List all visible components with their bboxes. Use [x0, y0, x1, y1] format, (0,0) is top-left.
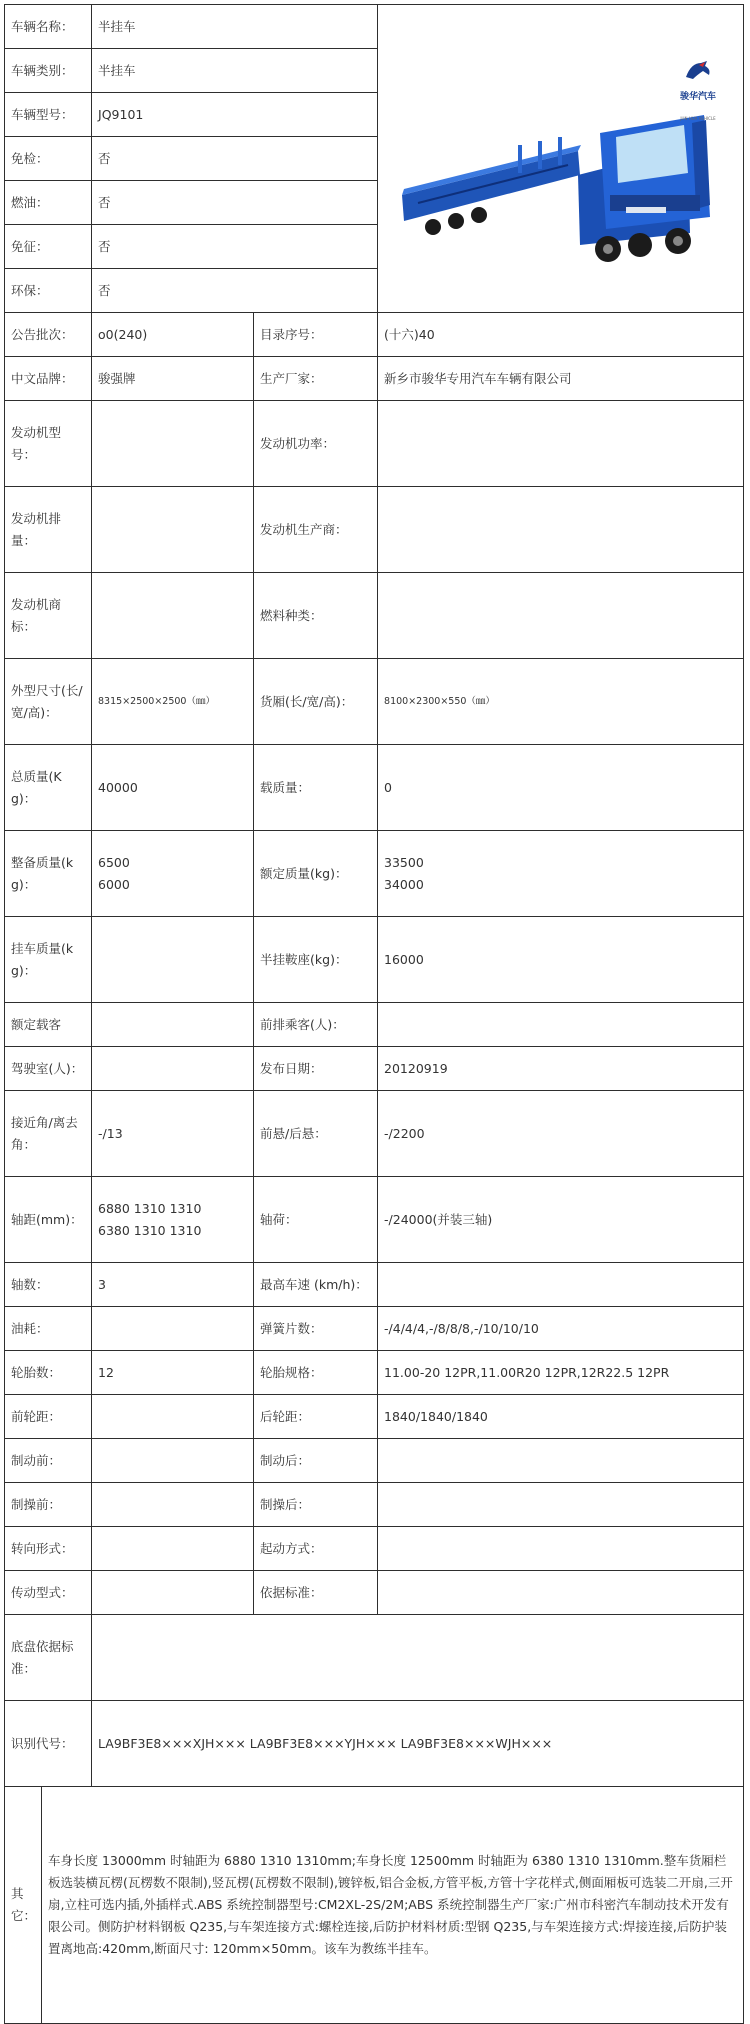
value-eco: 否	[92, 269, 378, 313]
row-other	[5, 1787, 744, 2024]
label-other: 其它：	[5, 1787, 42, 2024]
value-cargo-box: 8100×2300×550（㎜）	[378, 659, 744, 745]
value-axle-load: -/24000(并装三轴)	[378, 1177, 744, 1263]
label-tire-spec: 轮胎规格：	[254, 1351, 378, 1395]
label-engine-model: 发动机型号：	[5, 401, 92, 487]
value-rated-passengers	[92, 1003, 254, 1047]
row-axles	[5, 1263, 744, 1307]
label-fuel: 燃油：	[5, 181, 92, 225]
label-cab: 驾驶室(人)：	[5, 1047, 92, 1091]
row-angles	[5, 1091, 744, 1177]
value-max-speed	[378, 1263, 744, 1307]
value-load-mass: 0	[378, 745, 744, 831]
label-trailer-mass: 挂车质量(kg)：	[5, 917, 92, 1003]
label-wheelbase: 轴距(mm)：	[5, 1177, 92, 1263]
value-rated-mass-2: 34000	[384, 876, 424, 892]
label-front-tread: 前轮距：	[5, 1395, 92, 1439]
label-vin: 识别代号：	[5, 1701, 92, 1787]
row-total-mass	[5, 745, 744, 831]
label-control-rear: 制操后：	[254, 1483, 378, 1527]
value-catalog-no: (十六)40	[378, 313, 744, 357]
value-overhang: -/2200	[378, 1091, 744, 1177]
value-chassis-standard	[92, 1615, 744, 1701]
value-inspection-exempt: 否	[92, 137, 378, 181]
label-saddle-load: 半挂鞍座(kg)：	[254, 917, 378, 1003]
label-rear-tread: 后轮距：	[254, 1395, 378, 1439]
label-eco: 环保：	[5, 269, 92, 313]
row-engine-displacement	[5, 487, 744, 573]
label-tires: 轮胎数：	[5, 1351, 92, 1395]
label-engine-power: 发动机功率：	[254, 401, 378, 487]
logo-text: 骏华汽车	[680, 92, 717, 102]
label-fuel-type: 燃料种类：	[254, 573, 378, 659]
value-vin: LA9BF3E8×××XJH××× LA9BF3E8×××YJH××× LA9BF3E8×××WJH×××	[92, 1701, 744, 1787]
value-angles: -/13	[92, 1091, 254, 1177]
truck-photo	[378, 5, 743, 312]
label-dimensions: 外型尺寸(长/宽/高)：	[5, 659, 92, 745]
truck-illustration	[378, 5, 744, 313]
value-axles: 3	[92, 1263, 254, 1307]
row-brand	[5, 357, 744, 401]
row-chassis-standard	[5, 1615, 744, 1701]
value-start-method	[378, 1527, 744, 1571]
row-transmission	[5, 1571, 744, 1615]
value-standard	[378, 1571, 744, 1615]
value-other: 车身长度 13000mm 时轴距为 6880 1310 1310mm;车身长度 12500mm 时轴距为 6380 1310 1310mm.整车货厢栏板选装横瓦楞(瓦楞数不限制),竖瓦楞(瓦楞数不限制),镀锌板,铝合金板,方管平板,方管十字花样式,侧面厢板可选装二开扇,三开扇,立柱可选内插,外插样式.ABS 系统控制器型号:CM2XL-2S/2M;ABS 系统控制器生产厂家:广州市科密汽车制动技术开发有限公司。侧防护材料钢板 Q235,与车架连接方式:螺栓连接,后防护材料材质:型钢 Q235,与车架连接方式:焊接连接,后防护装置离地高:420mm,断面尺寸: 120mm×50mm。该车为教练半挂车。	[42, 1787, 744, 2024]
label-batch: 公告批次：	[5, 313, 92, 357]
value-control-rear	[378, 1483, 744, 1527]
value-front-tread	[92, 1395, 254, 1439]
value-batch: o0(240)	[92, 313, 254, 357]
value-control-front	[92, 1483, 254, 1527]
label-front-passengers: 前排乘客(人)：	[254, 1003, 378, 1047]
label-rated-mass: 额定质量(kg)：	[254, 831, 378, 917]
row-cab	[5, 1047, 744, 1091]
row-vehicle-name	[5, 5, 744, 49]
truck-image-cell	[378, 5, 744, 313]
label-vehicle-name: 车辆名称：	[5, 5, 92, 49]
value-brake-front	[92, 1439, 254, 1483]
label-curb-mass: 整备质量(kg)：	[5, 831, 92, 917]
label-axle-load: 轴荷：	[254, 1177, 378, 1263]
label-vehicle-model: 车辆型号：	[5, 93, 92, 137]
row-trailer-mass	[5, 917, 744, 1003]
row-tread	[5, 1395, 744, 1439]
value-curb-mass-2: 6000	[98, 876, 130, 892]
value-curb-mass	[92, 831, 254, 917]
row-engine-brand	[5, 573, 744, 659]
label-brake-rear: 制动后：	[254, 1439, 378, 1483]
value-saddle-load: 16000	[378, 917, 744, 1003]
value-tax-exempt: 否	[92, 225, 378, 269]
label-total-mass: 总质量(Kg)：	[5, 745, 92, 831]
row-brake	[5, 1439, 744, 1483]
label-vehicle-category: 车辆类别：	[5, 49, 92, 93]
value-vehicle-category: 半挂车	[92, 49, 378, 93]
label-brake-front: 制动前：	[5, 1439, 92, 1483]
row-fuel-consumption	[5, 1307, 744, 1351]
row-vin	[5, 1701, 744, 1787]
row-wheelbase	[5, 1177, 744, 1263]
value-transmission	[92, 1571, 254, 1615]
value-engine-model	[92, 401, 254, 487]
label-catalog-no: 目录序号：	[254, 313, 378, 357]
value-engine-maker	[378, 487, 744, 573]
label-engine-maker: 发动机生产商：	[254, 487, 378, 573]
value-fuel-type	[378, 573, 744, 659]
value-engine-power	[378, 401, 744, 487]
label-springs: 弹簧片数：	[254, 1307, 378, 1351]
value-total-mass: 40000	[92, 745, 254, 831]
row-batch	[5, 313, 744, 357]
label-rated-passengers: 额定载客	[5, 1003, 92, 1047]
label-release-date: 发布日期：	[254, 1047, 378, 1091]
row-steering	[5, 1527, 744, 1571]
value-rated-mass-1: 33500	[384, 854, 424, 870]
value-manufacturer: 新乡市骏华专用汽车车辆有限公司	[378, 357, 744, 401]
value-fuel-consumption	[92, 1307, 254, 1351]
value-wheelbase-2: 6380 1310 1310	[98, 1222, 202, 1238]
label-engine-displacement: 发动机排量：	[5, 487, 92, 573]
label-tax-exempt: 免征：	[5, 225, 92, 269]
label-load-mass: 载质量：	[254, 745, 378, 831]
row-engine-model	[5, 401, 744, 487]
label-max-speed: 最高车速 (km/h)：	[254, 1263, 378, 1307]
value-tires: 12	[92, 1351, 254, 1395]
horse-icon	[683, 59, 713, 81]
value-vehicle-model: JQ9101	[92, 93, 378, 137]
value-engine-displacement	[92, 487, 254, 573]
value-rear-tread: 1840/1840/1840	[378, 1395, 744, 1439]
spec-table	[4, 4, 744, 2024]
value-curb-mass-1: 6500	[98, 854, 130, 870]
row-tires	[5, 1351, 744, 1395]
brand-logo	[658, 59, 738, 130]
logo-subtext: JUN HUA VEHICLE	[680, 116, 716, 121]
row-curb-mass	[5, 831, 744, 917]
row-control	[5, 1483, 744, 1527]
row-rated-passengers	[5, 1003, 744, 1047]
value-dimensions: 8315×2500×2500（㎜）	[92, 659, 254, 745]
value-front-passengers	[378, 1003, 744, 1047]
value-wheelbase-1: 6880 1310 1310	[98, 1200, 202, 1216]
label-inspection-exempt: 免检：	[5, 137, 92, 181]
label-cargo-box: 货厢(长/宽/高)：	[254, 659, 378, 745]
value-trailer-mass	[92, 917, 254, 1003]
label-angles: 接近角/离去角：	[5, 1091, 92, 1177]
label-start-method: 起动方式：	[254, 1527, 378, 1571]
label-manufacturer: 生产厂家：	[254, 357, 378, 401]
label-overhang: 前悬/后悬：	[254, 1091, 378, 1177]
label-control-front: 制操前：	[5, 1483, 92, 1527]
value-springs: -/4/4/4,-/8/8/8,-/10/10/10	[378, 1307, 744, 1351]
value-vehicle-name: 半挂车	[92, 5, 378, 49]
value-steering	[92, 1527, 254, 1571]
value-release-date: 20120919	[378, 1047, 744, 1091]
label-standard: 依据标准：	[254, 1571, 378, 1615]
value-fuel: 否	[92, 181, 378, 225]
value-tire-spec: 11.00-20 12PR,11.00R20 12PR,12R22.5 12PR	[378, 1351, 744, 1395]
row-dimensions	[5, 659, 744, 745]
value-engine-brand	[92, 573, 254, 659]
label-axles: 轴数：	[5, 1263, 92, 1307]
label-transmission: 传动型式：	[5, 1571, 92, 1615]
label-chassis-standard: 底盘依据标准：	[5, 1615, 92, 1701]
value-brand: 骏强牌	[92, 357, 254, 401]
label-steering: 转向形式：	[5, 1527, 92, 1571]
label-engine-brand: 发动机商标：	[5, 573, 92, 659]
value-cab	[92, 1047, 254, 1091]
value-rated-mass	[378, 831, 744, 917]
label-brand: 中文品牌：	[5, 357, 92, 401]
value-wheelbase	[92, 1177, 254, 1263]
label-fuel-consumption: 油耗：	[5, 1307, 92, 1351]
value-brake-rear	[378, 1439, 744, 1483]
